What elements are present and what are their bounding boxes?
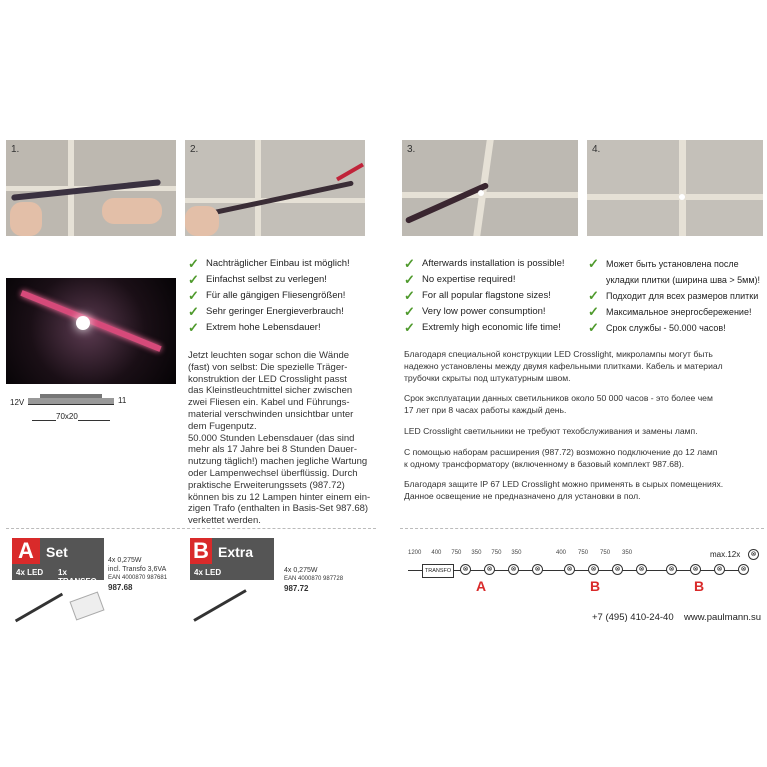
set-led-count: 4x LED — [194, 568, 222, 577]
ru-check-item-cont: укладки плитки (ширина шва > 5мм)! — [606, 275, 761, 285]
depth-label: 11 — [118, 396, 127, 405]
step-number: 4. — [592, 144, 601, 155]
divider-left — [6, 528, 376, 529]
voltage-label: 12V — [10, 398, 25, 407]
check-icon: ✓ — [588, 256, 599, 271]
check-icon: ✓ — [188, 304, 199, 319]
photo-step-1 — [6, 140, 176, 236]
group-b2-label: B — [694, 578, 705, 594]
check-icon: ✓ — [188, 272, 199, 287]
set-letter: A — [12, 538, 40, 564]
check-icon: ✓ — [404, 256, 415, 271]
check-icon: ✓ — [588, 320, 599, 335]
divider-right — [400, 528, 764, 529]
set-letter: B — [190, 538, 212, 564]
de-checklist — [188, 256, 350, 336]
lamp-icon: ⊗ — [666, 564, 677, 575]
step-number: 3. — [407, 144, 416, 155]
wiring-diagram: 1200 400 750 350 750 350 400 750 750 350 max.12x ⊗ TRANSFO ⊗ ⊗ ⊗ ⊗ ⊗ ⊗ ⊗ ⊗ ⊗ ⊗ ⊗ ⊗ A B B — [404, 546, 764, 596]
check-icon: ✓ — [404, 304, 415, 319]
transfo-box: TRANSFO — [422, 564, 454, 578]
set-b-specs: 4x 0,275W EAN 4000870 987728 987.72 — [284, 567, 344, 593]
lamp-icon: ⊗ — [588, 564, 599, 575]
lamp-icon: ⊗ — [748, 549, 759, 560]
de-check-item: ✓ Sehr geringer Energieverbrauch! — [188, 304, 344, 319]
size-label: 70x20 — [56, 412, 78, 421]
en-check-item: ✓ Extremly high economic life time! — [404, 320, 561, 335]
photo-step-3 — [402, 140, 578, 236]
check-icon: ✓ — [588, 288, 599, 303]
set-a-specs: 4x 0,275W incl. Transfo 3,6VA EAN 4000870 987681 987.68 — [108, 557, 168, 592]
set-b-badge — [190, 538, 274, 580]
lamp-icon: ⊗ — [564, 564, 575, 575]
lamp-icon: ⊗ — [636, 564, 647, 575]
group-a-label: A — [476, 578, 487, 594]
set-led-count: 4x LED — [16, 568, 44, 577]
set-name: Extra — [218, 544, 254, 560]
ru-check-item: ✓ Срок службы - 50.000 часов! — [588, 320, 726, 335]
check-icon: ✓ — [188, 320, 199, 335]
ru-description: Благодаря специальной конструкции LED Crosslight, микролампы могут быть надежно установлены между двумя кафельными плитками. Кабель и материал трубочки скрыты под штукатурным швом. Срок эксплуатации данных светильников около 50 000 часов - это более чем 17 лет при 8 часах работы каждый день. LED Crosslight светильники не требуют техобслуживания и замены ламп. С помощью наборам расширения (987.72) возможно подключение до 12 ламп к одному трансформатору (включенному в базовый комплект 987.68). Благодаря защите IP 67 LED Crosslight можно применять в сырых помещениях. Данное освещение не предназначено для установки в пол. — [404, 349, 724, 502]
step-number: 1. — [11, 144, 20, 155]
set-a-badge — [12, 538, 104, 586]
ru-checklist — [588, 256, 760, 336]
en-check-item: ✓ No expertise required! — [404, 272, 516, 287]
check-icon: ✓ — [404, 272, 415, 287]
step-number: 2. — [190, 144, 199, 155]
en-checklist — [404, 256, 565, 336]
lamp-icon: ⊗ — [508, 564, 519, 575]
contact-website[interactable]: www.paulmann.su — [684, 612, 762, 623]
contact-phone: +7 (495) 410-24-40 — [592, 612, 674, 623]
photo-step-4 — [587, 140, 763, 236]
de-check-item: ✓ Einfachst selbst zu verlegen! — [188, 272, 327, 287]
ru-check-item: ✓ Может быть установлена после — [588, 256, 739, 271]
set-name: Set — [46, 544, 68, 560]
set-b-image — [188, 582, 268, 622]
ru-check-item: ✓ Подходит для всех размеров плитки — [588, 288, 759, 303]
set-a-image — [10, 582, 106, 622]
dimension-drawing — [10, 392, 130, 432]
de-check-item: ✓ Extrem hohe Lebensdauer! — [188, 320, 321, 335]
lamp-icon: ⊗ — [484, 564, 495, 575]
en-check-item: ✓ Afterwards installation is possible! — [404, 256, 565, 271]
product-photo — [6, 278, 176, 384]
lamp-icon: ⊗ — [460, 564, 471, 575]
de-description: Jetzt leuchten sogar schon die Wände (fast) von selbst: Die spezielle Träger- konstruktion der LED Crosslight passt das Kleinstleuchtmittel sicher zwischen zwei Fliesen ein. Kabel und Führungs- material verschwinden unsichtbar unter dem Fugenputz. 50.000 Stunden Lebensdauer (das sind mehr als 17 Jahre bei 8 Stunden Dauer- nutzung täglich!) machen jegliche Wartung oder Lampenwechsel überflüssig. Durch praktische Erweiterungssets (987.72) können bis zu 12 Lampen hinter einem ein- zigen Trafo (enthalten in Basis-Set 987.68) verkettet werden. — [188, 350, 371, 527]
ru-check-item: ✓ Максимальное энергосбережение! — [588, 304, 752, 319]
max-lamps-label: max.12x — [710, 550, 741, 559]
group-b1-label: B — [590, 578, 601, 594]
lamp-icon: ⊗ — [690, 564, 701, 575]
en-check-item: ✓ Very low power consumption! — [404, 304, 546, 319]
check-icon: ✓ — [188, 256, 199, 271]
check-icon: ✓ — [588, 304, 599, 319]
de-check-item: ✓ Nachträglicher Einbau ist möglich! — [188, 256, 350, 271]
lamp-icon: ⊗ — [532, 564, 543, 575]
lamp-icon: ⊗ — [612, 564, 623, 575]
set-transfo-count: 1x TRANSFO — [58, 568, 97, 586]
check-icon: ✓ — [404, 320, 415, 335]
check-icon: ✓ — [188, 288, 199, 303]
lamp-icon: ⊗ — [738, 564, 749, 575]
lamp-icon: ⊗ — [714, 564, 725, 575]
en-check-item: ✓ For all popular flagstone sizes! — [404, 288, 551, 303]
de-check-item: ✓ Für alle gängigen Fliesengrößen! — [188, 288, 346, 303]
photo-step-2 — [185, 140, 365, 236]
check-icon: ✓ — [404, 288, 415, 303]
